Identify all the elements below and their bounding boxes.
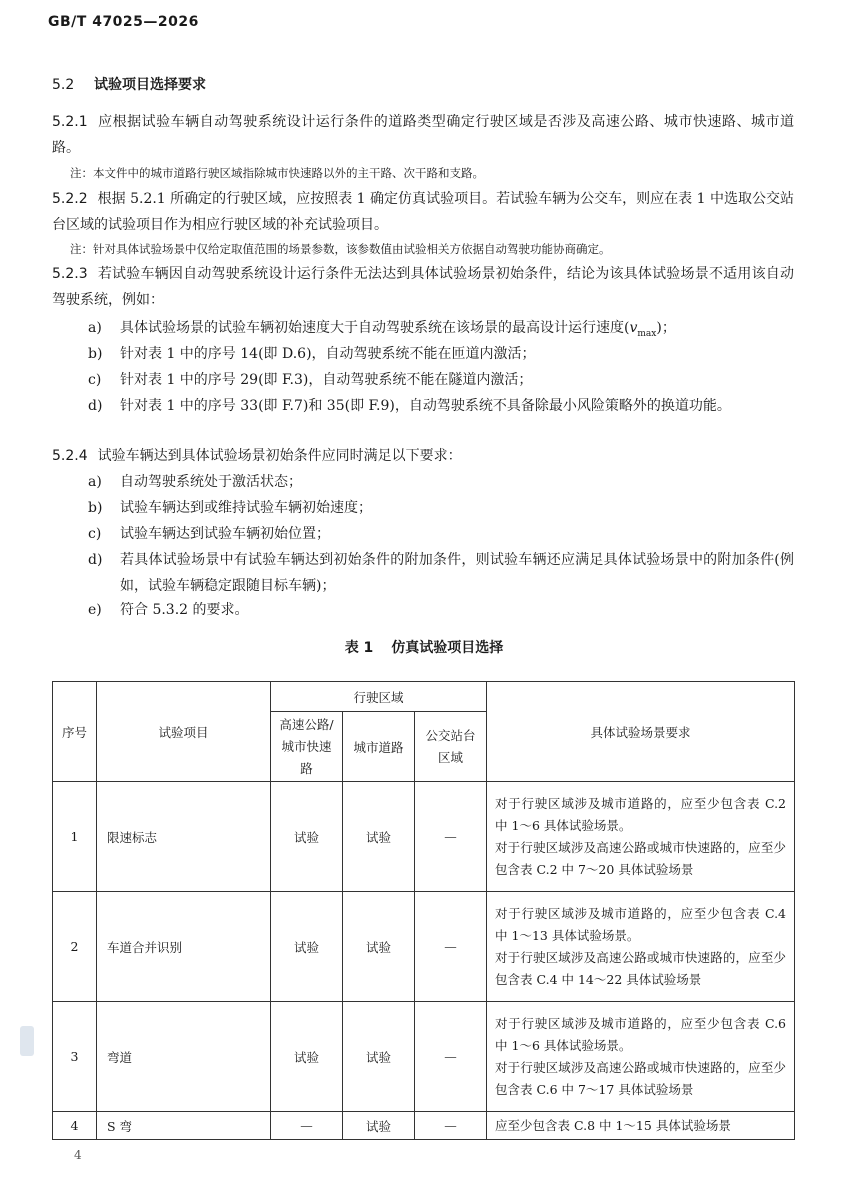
requirement-line: 对于行驶区域涉及城市道路的，应至少包含表 C.4 中 1～13 具体试验场景。 — [495, 905, 787, 943]
requirement-line: 对于行驶区域涉及高速公路或城市快速路的，应至少包含表 C.4 中 14～22 具体试验场景 — [495, 949, 787, 987]
cell-urban: 试验 — [343, 782, 415, 892]
list-label: d) — [88, 398, 103, 414]
list-label: d) — [88, 552, 103, 568]
list-item — [88, 547, 794, 599]
clause-number: 5.2.2 — [52, 191, 88, 207]
requirement-line: 对于行驶区域涉及城市道路的，应至少包含表 C.6 中 1～6 具体试验场景。 — [495, 1015, 787, 1053]
cell-requirement — [487, 1112, 795, 1140]
list-item — [88, 469, 794, 495]
table-row — [53, 1002, 795, 1112]
cell-seq: 1 — [53, 782, 97, 892]
list-item — [88, 495, 794, 521]
cell-item: S 弯 — [97, 1112, 271, 1140]
header-urban: 城市道路 — [343, 712, 415, 782]
selection-table — [52, 681, 795, 1140]
requirement-line: 对于行驶区域涉及高速公路或城市快速路的，应至少包含表 C.6 中 7～17 具体试验场景 — [495, 1059, 787, 1097]
note-1: 注：本文件中的城市道路行驶区域指除城市快速路以外的主干路、次干路和支路。 — [70, 166, 484, 180]
cell-highway: 试验 — [271, 1002, 343, 1112]
clause-text: 根据 5.2.1 所确定的行驶区域，应按照表 1 确定仿真试验项目。若试验车辆为公交车，则应在表 1 中选取公交站台区域的试验项目作为相应行驶区域的补充试验项目。 — [52, 191, 794, 233]
list-text: 自动驾驶系统处于激活状态； — [120, 474, 302, 490]
header-item: 试验项目 — [97, 682, 271, 782]
header-seq: 序号 — [53, 682, 97, 782]
cell-highway: 试验 — [271, 782, 343, 892]
list-label: c) — [88, 526, 102, 542]
list-text: 若具体试验场景中有试验车辆达到初始条件的附加条件，则试验车辆还应满足具体试验场景中的附加条件(例如，试验车辆稳定跟随目标车辆)； — [120, 552, 794, 594]
standard-code: GB/T 47025—2026 — [48, 14, 199, 30]
table-header-row — [53, 682, 795, 712]
cell-urban: 试验 — [343, 892, 415, 1002]
section-title: 试验项目选择要求 — [94, 77, 206, 93]
list-label: c) — [88, 372, 102, 388]
cell-bus: — — [415, 782, 487, 892]
requirement-line: 对于行驶区域涉及高速公路或城市快速路的，应至少包含表 C.2 中 7～20 具体试验场景 — [495, 839, 787, 877]
clause-text: 若试验车辆因自动驾驶系统设计运行条件无法达到具体试验场景初始条件，结论为该具体试验场景不适用该自动驾驶系统，例如： — [52, 266, 794, 308]
cell-bus: — — [415, 1002, 487, 1112]
list-item — [88, 521, 794, 547]
cell-seq: 2 — [53, 892, 97, 1002]
header-requirement: 具体试验场景要求 — [487, 682, 795, 782]
cell-item: 车道合并识别 — [97, 892, 271, 1002]
list-label: b) — [88, 346, 103, 362]
section-heading — [52, 74, 206, 94]
clause-5-2-4 — [52, 443, 794, 469]
table-row — [53, 892, 795, 1002]
list-item — [88, 597, 794, 623]
header-highway: 高速公路/城市快速路 — [271, 712, 343, 782]
clause-number: 5.2.3 — [52, 266, 88, 282]
list-label: b) — [88, 500, 103, 516]
cell-requirement — [487, 782, 795, 892]
cell-seq: 4 — [53, 1112, 97, 1140]
cell-highway: 试验 — [271, 892, 343, 1002]
cell-item: 弯道 — [97, 1002, 271, 1112]
header-region: 行驶区域 — [271, 682, 487, 712]
list-text: 针对表 1 中的序号 33(即 F.7)和 35(即 F.9)，自动驾驶系统不具备除最小风险策略外的换道功能。 — [120, 398, 731, 414]
clause-text: 应根据试验车辆自动驾驶系统设计运行条件的道路类型确定行驶区域是否涉及高速公路、城市快速路、城市道路。 — [52, 114, 794, 156]
section-number: 5.2 — [52, 77, 75, 93]
clause-number: 5.2.1 — [52, 114, 88, 130]
list-item — [88, 341, 794, 367]
clause-number: 5.2.4 — [52, 448, 88, 464]
cell-requirement — [487, 892, 795, 1002]
requirement-line: 对于行驶区域涉及城市道路的，应至少包含表 C.2 中 1～6 具体试验场景。 — [495, 795, 787, 833]
list-text: 符合 5.3.2 的要求。 — [120, 602, 249, 618]
cell-seq: 3 — [53, 1002, 97, 1112]
list-item — [88, 393, 794, 419]
cell-urban: 试验 — [343, 1112, 415, 1140]
table-number: 表 1 — [344, 640, 374, 656]
list-text: 具体试验场景的试验车辆初始速度大于自动驾驶系统在该场景的最高设计运行速度$(v_{max})$； — [120, 320, 676, 339]
note-2: 注：针对具体试验场景中仅给定取值范围的场景参数，该参数值由试验相关方依据自动驾驶功能协商确定。 — [70, 242, 611, 256]
list-text: 试验车辆达到试验车辆初始位置； — [120, 526, 330, 542]
requirement-line: 应至少包含表 C.8 中 1～15 具体试验场景 — [495, 1117, 731, 1133]
speed-subscript: max — [637, 328, 657, 339]
list-text: 针对表 1 中的序号 29(即 F.3)，自动驾驶系统不能在隧道内激活； — [120, 372, 533, 388]
table-row — [53, 782, 795, 892]
clause-text: 试验车辆达到具体试验场景初始条件应同时满足以下要求： — [97, 448, 462, 464]
clause-5-2-1 — [52, 109, 794, 161]
side-tab-decoration — [20, 1026, 34, 1056]
cell-item: 限速标志 — [97, 782, 271, 892]
list-text: 试验车辆达到或维持试验车辆初始速度； — [120, 500, 372, 516]
list-label: a) — [88, 474, 102, 490]
list-item — [88, 367, 794, 393]
list-label: a) — [88, 320, 102, 336]
cell-bus: — — [415, 1112, 487, 1140]
list-label: e) — [88, 602, 102, 618]
cell-urban: 试验 — [343, 1002, 415, 1112]
page-number: 4 — [74, 1148, 82, 1162]
cell-requirement — [487, 1002, 795, 1112]
cell-bus: — — [415, 892, 487, 1002]
speed-variable: v — [629, 320, 638, 336]
list-text: 针对表 1 中的序号 14(即 D.6)，自动驾驶系统不能在匝道内激活； — [120, 346, 536, 362]
table-title: 仿真试验项目选择 — [391, 640, 504, 656]
clause-5-2-2 — [52, 186, 794, 238]
header-bus: 公交站台区域 — [415, 712, 487, 782]
cell-highway: — — [271, 1112, 343, 1140]
table-caption — [0, 637, 848, 657]
table-row — [53, 1112, 795, 1140]
clause-5-2-3 — [52, 261, 794, 313]
